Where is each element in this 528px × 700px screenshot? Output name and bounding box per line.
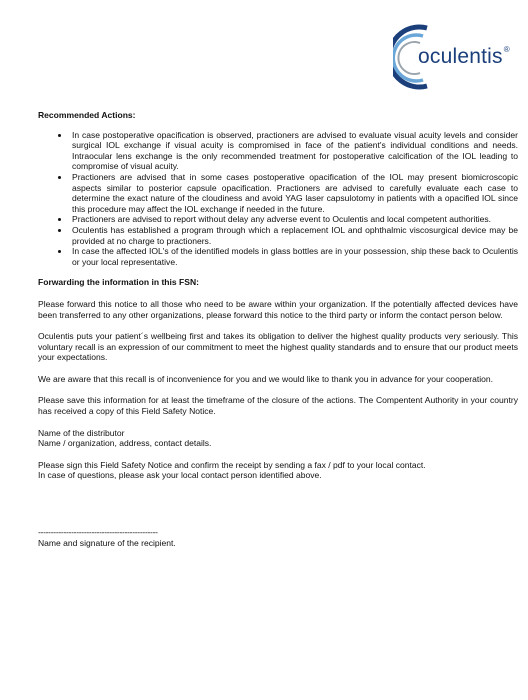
questions-instruction: In case of questions, please ask your local contact person identified above. [38,470,322,481]
action-item: • Practioners are advised that in some cases postoperative opacification of the IOL may present biomicroscopic aspects similar to posterior capsule opacification. Practioners are advised to carefully evaluate each case to determine the exact nature of the cloudiness and avoid YAG laser capsulotomy in patients with a opacified IOL since this procedure may affect the IOL exchange if needed in the future. [70,172,518,214]
signature-line: ----------------------------------------------- [38,527,158,538]
sign-instruction: Please sign this Field Safety Notice and confirm the receipt by sending a fax / pdf to your local contact. [38,459,426,470]
distributor-details: Name / organization, address, contact details. [38,438,212,449]
distributor-name: Name of the distributor [38,427,125,438]
action-item: • Oculentis has established a program through which a replacement IOL and ophthalmic viscosurgical device may be provided at no charge to practioners. [70,225,518,246]
action-item: • In case the affected IOL's of the identified models in glass bottles are in your possession, ship these back to Oculentis or your local representative. [70,246,518,267]
commitment-paragraph: Oculentis puts your patient´s wellbeing first and takes its obligation to deliver the highest quality products very seriously. This voluntary recall is an expression of our commitment to meet the highest quality standards and to ensure that our product meets your expectations. [38,331,518,363]
registered-mark: ® [503,45,510,54]
retention-paragraph: Please save this information for at least the timeframe of the closure of the actions. The Compentent Authority in your country has received a copy of this Field Safety Notice. [38,395,518,417]
action-item: • In case postoperative opacification is observed, practioners are advised to evaluate visual acuity levels and consider surgical IOL exchange if visual acuity is compromised in face of the patient's individual conditions and needs. Intraocular lens exchange is the only recommended treatment for postoperative calcification of the IOL leading to compromise of visual acuity. [70,130,518,172]
oculentis-wordmark [418,45,510,69]
action-item: • Practioners are advised to report without delay any adverse event to Oculentis and local competent authorities. [70,214,518,225]
thanks-paragraph: We are aware that this recall is of inconvenience for you and we would like to thank you in advance for your cooperation. [38,373,493,384]
recommended-actions-list [38,130,518,268]
forwarding-paragraph: Please forward this notice to all those who need to be aware within your organization. If the potentially affected devices have been transferred to any other organizations, please forward this notice to the third party or inform the contact person below. [38,298,518,320]
brand-name: oculentis [418,45,503,68]
signature-caption: Name and signature of the recipient. [38,537,176,548]
forwarding-heading: Forwarding the information in this FSN: [38,277,199,288]
recommended-actions-heading: Recommended Actions: [38,110,136,120]
notice-body [38,110,518,548]
